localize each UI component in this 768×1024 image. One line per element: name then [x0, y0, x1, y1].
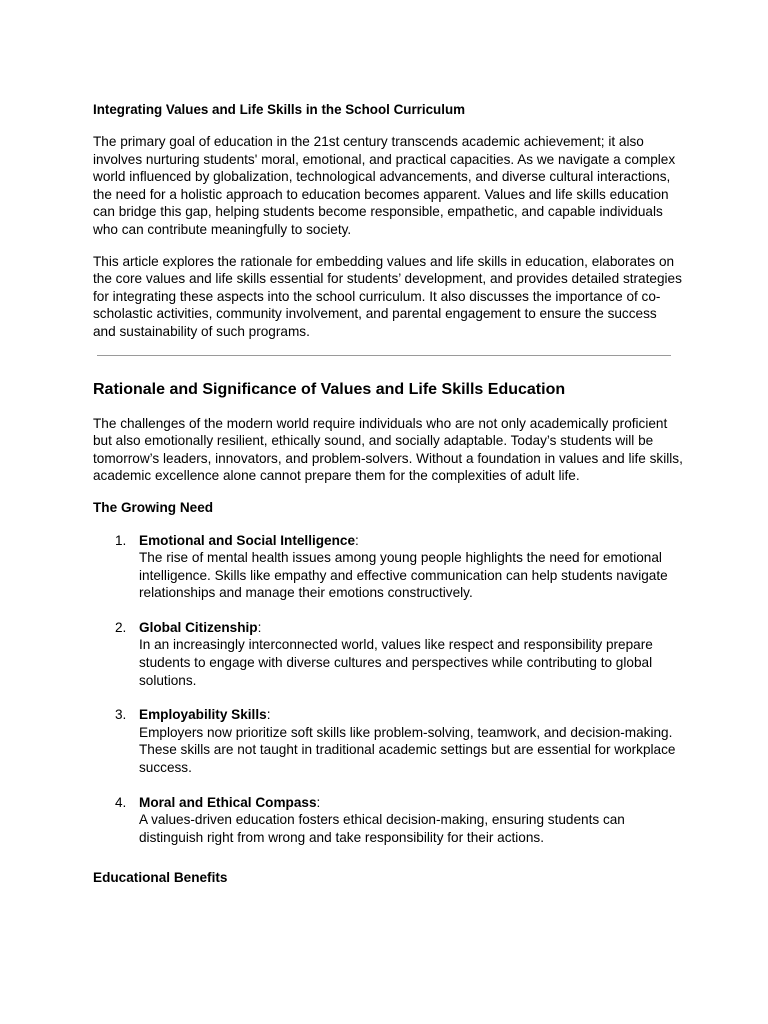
section-heading: Rationale and Significance of Values and Life Skills Education	[93, 380, 566, 398]
list-item-number: 1.	[115, 532, 127, 548]
list-item-colon: :	[355, 532, 359, 548]
list-item-number: 2.	[115, 619, 127, 635]
document-title: Integrating Values and Life Skills in the School Curriculum	[93, 102, 466, 117]
list-item	[93, 532, 683, 602]
list-item-colon: :	[257, 619, 262, 635]
growing-need-list	[93, 532, 683, 847]
list-item	[93, 706, 683, 776]
list-item-description: Employers now prioritize soft skills like problem-solving, teamwork, and decision-making. These skills are not taught in traditional academic settings but are essential for workplace success.	[139, 724, 676, 776]
list-item-colon: :	[266, 707, 271, 723]
document-page	[93, 101, 683, 902]
intro-paragraph-2: This article explores the rationale for embedding values and life skills in education, elaborates on the core values and life skills essential for students’ development, and provides detailed strategies for integrating these aspects into the school curriculum. It also discusses the importance of co-scholastic activities, community involvement, and parental engagement to ensure the success and sustainability of such programs.	[93, 253, 682, 339]
list-item-term: Employability Skills	[139, 707, 267, 723]
subheading-growing-need: The Growing Need	[93, 499, 214, 515]
list-item-term: Global Citizenship	[139, 619, 258, 635]
list-item-colon: :	[316, 794, 321, 810]
list-item-number: 4.	[115, 794, 127, 810]
list-item-description: A values-driven education fosters ethical decision-making, ensuring students can distinguish right from wrong and take responsibility for their actions.	[139, 812, 625, 845]
horizontal-divider	[97, 355, 671, 356]
list-item-number: 3.	[115, 707, 127, 723]
list-item-description: The rise of mental health issues among young people highlights the need for emotional intelligence. Skills like empathy and effective communication can help students navigate relationships and manage their emotions constructively.	[139, 550, 668, 601]
list-item	[93, 794, 683, 847]
subheading-educational-benefits: Educational Benefits	[93, 870, 228, 886]
list-item-term: Moral and Ethical Compass	[139, 794, 317, 810]
intro-paragraph-1: The primary goal of education in the 21st century transcends academic achievement; it also involves nurturing students' moral, emotional, and practical capacities. As we navigate a complex world influenced by globalization, technological advancements, and diverse cultural interactions, the need for a holistic approach to education becomes apparent. Values and life skills education can bridge this gap, helping students become responsible, empathetic, and capable individuals who can contribute meaningfully to society.	[93, 134, 676, 237]
list-item-term: Emotional and Social Intelligence	[139, 532, 356, 548]
list-item	[93, 619, 683, 689]
list-item-description: In an increasingly interconnected world, values like respect and responsibility prepare students to engage with diverse cultures and perspectives while contributing to global solutions.	[139, 637, 653, 688]
section-paragraph: The challenges of the modern world require individuals who are not only academically proficient but also emotionally resilient, ethically sound, and socially adaptable. Today’s students will be tomorrow’s leaders, innovators, and problem-solvers. Without a foundation in values and life skills, academic excellence alone cannot prepare them for the complexities of adult life.	[93, 415, 683, 484]
